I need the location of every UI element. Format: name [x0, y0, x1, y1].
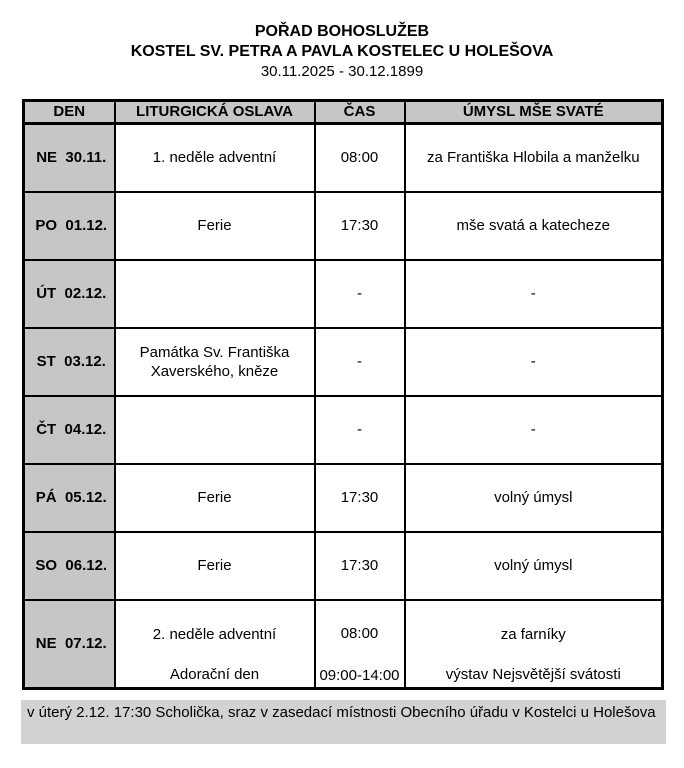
liturgical-celebration: [115, 600, 315, 689]
day-label: PO 01.12.: [24, 192, 115, 260]
celebration-line-1: 2. neděle adventní: [152, 626, 277, 644]
time-line-2: 09:00-14:00: [319, 667, 400, 685]
celebration-line-2: Adorační den: [169, 666, 260, 684]
church-name: KOSTEL SV. PETRA A PAVLA KOSTELEC U HOLEŠOVA: [130, 43, 554, 60]
intention-line-1: za farníky: [500, 626, 566, 644]
mass-time: 17:30: [315, 532, 405, 600]
footer-note: v úterý 2.12. 17:30 Scholička, sraz v zasedací místnosti Obecního úřadu v Kostelci u Holešova: [21, 700, 666, 744]
document-header: [0, 0, 684, 82]
intention-line-2: výstav Nejsvětější svátosti: [445, 666, 621, 684]
mass-time: -: [315, 260, 405, 328]
mass-time: 17:30: [315, 192, 405, 260]
table-row-ne-30-11: [24, 124, 663, 192]
time-line-1: 08:00: [340, 625, 379, 643]
schedule-table: [22, 99, 664, 690]
mass-intention: -: [405, 328, 663, 396]
liturgical-celebration: 1. neděle adventní: [115, 124, 315, 192]
liturgical-celebration: Ferie: [115, 192, 315, 260]
column-header-oslava: LITURGICKÁ OSLAVA: [115, 101, 315, 124]
mass-intention: [405, 600, 663, 689]
mass-time: -: [315, 328, 405, 396]
mass-intention: -: [405, 260, 663, 328]
table-row-pa-05-12: [24, 464, 663, 532]
table-row-so-06-12: [24, 532, 663, 600]
mass-intention: za Františka Hlobila a manželku: [405, 124, 663, 192]
table-row-ne-07-12: [24, 600, 663, 689]
table-row-ut-02-12: [24, 260, 663, 328]
celebration-lines: [124, 601, 306, 686]
table-header-row: [24, 101, 663, 124]
date-range: 30.11.2025 - 30.12.1899: [260, 63, 424, 80]
mass-time: 08:00: [315, 124, 405, 192]
day-label: SO 06.12.: [24, 532, 115, 600]
column-header-den: DEN: [24, 101, 115, 124]
table-row-ct-04-12: [24, 396, 663, 464]
liturgical-celebration: Ferie: [115, 464, 315, 532]
mass-intention: volný úmysl: [405, 464, 663, 532]
day-label: NE 30.11.: [24, 124, 115, 192]
day-label: ST 03.12.: [24, 328, 115, 396]
column-header-umysl: ÚMYSL MŠE SVATÉ: [405, 101, 663, 124]
day-label: ÚT 02.12.: [24, 260, 115, 328]
day-label: NE 07.12.: [24, 600, 115, 689]
day-label: ČT 04.12.: [24, 396, 115, 464]
liturgical-celebration: Památka Sv. Františka Xaverského, kněze: [115, 328, 315, 396]
time-lines: [316, 601, 404, 686]
day-label: PÁ 05.12.: [24, 464, 115, 532]
table-row-po-01-12: [24, 192, 663, 260]
mass-time: 17:30: [315, 464, 405, 532]
intention-lines: [410, 601, 658, 686]
mass-time: -: [315, 396, 405, 464]
column-header-cas: ČAS: [315, 101, 405, 124]
document-title: POŘAD BOHOSLUŽEB: [254, 23, 430, 40]
table-row-st-03-12: [24, 328, 663, 396]
mass-time: [315, 600, 405, 689]
mass-intention: mše svatá a katecheze: [405, 192, 663, 260]
mass-intention: volný úmysl: [405, 532, 663, 600]
liturgical-celebration: Ferie: [115, 532, 315, 600]
mass-intention: -: [405, 396, 663, 464]
liturgical-celebration: [115, 260, 315, 328]
liturgical-celebration: [115, 396, 315, 464]
